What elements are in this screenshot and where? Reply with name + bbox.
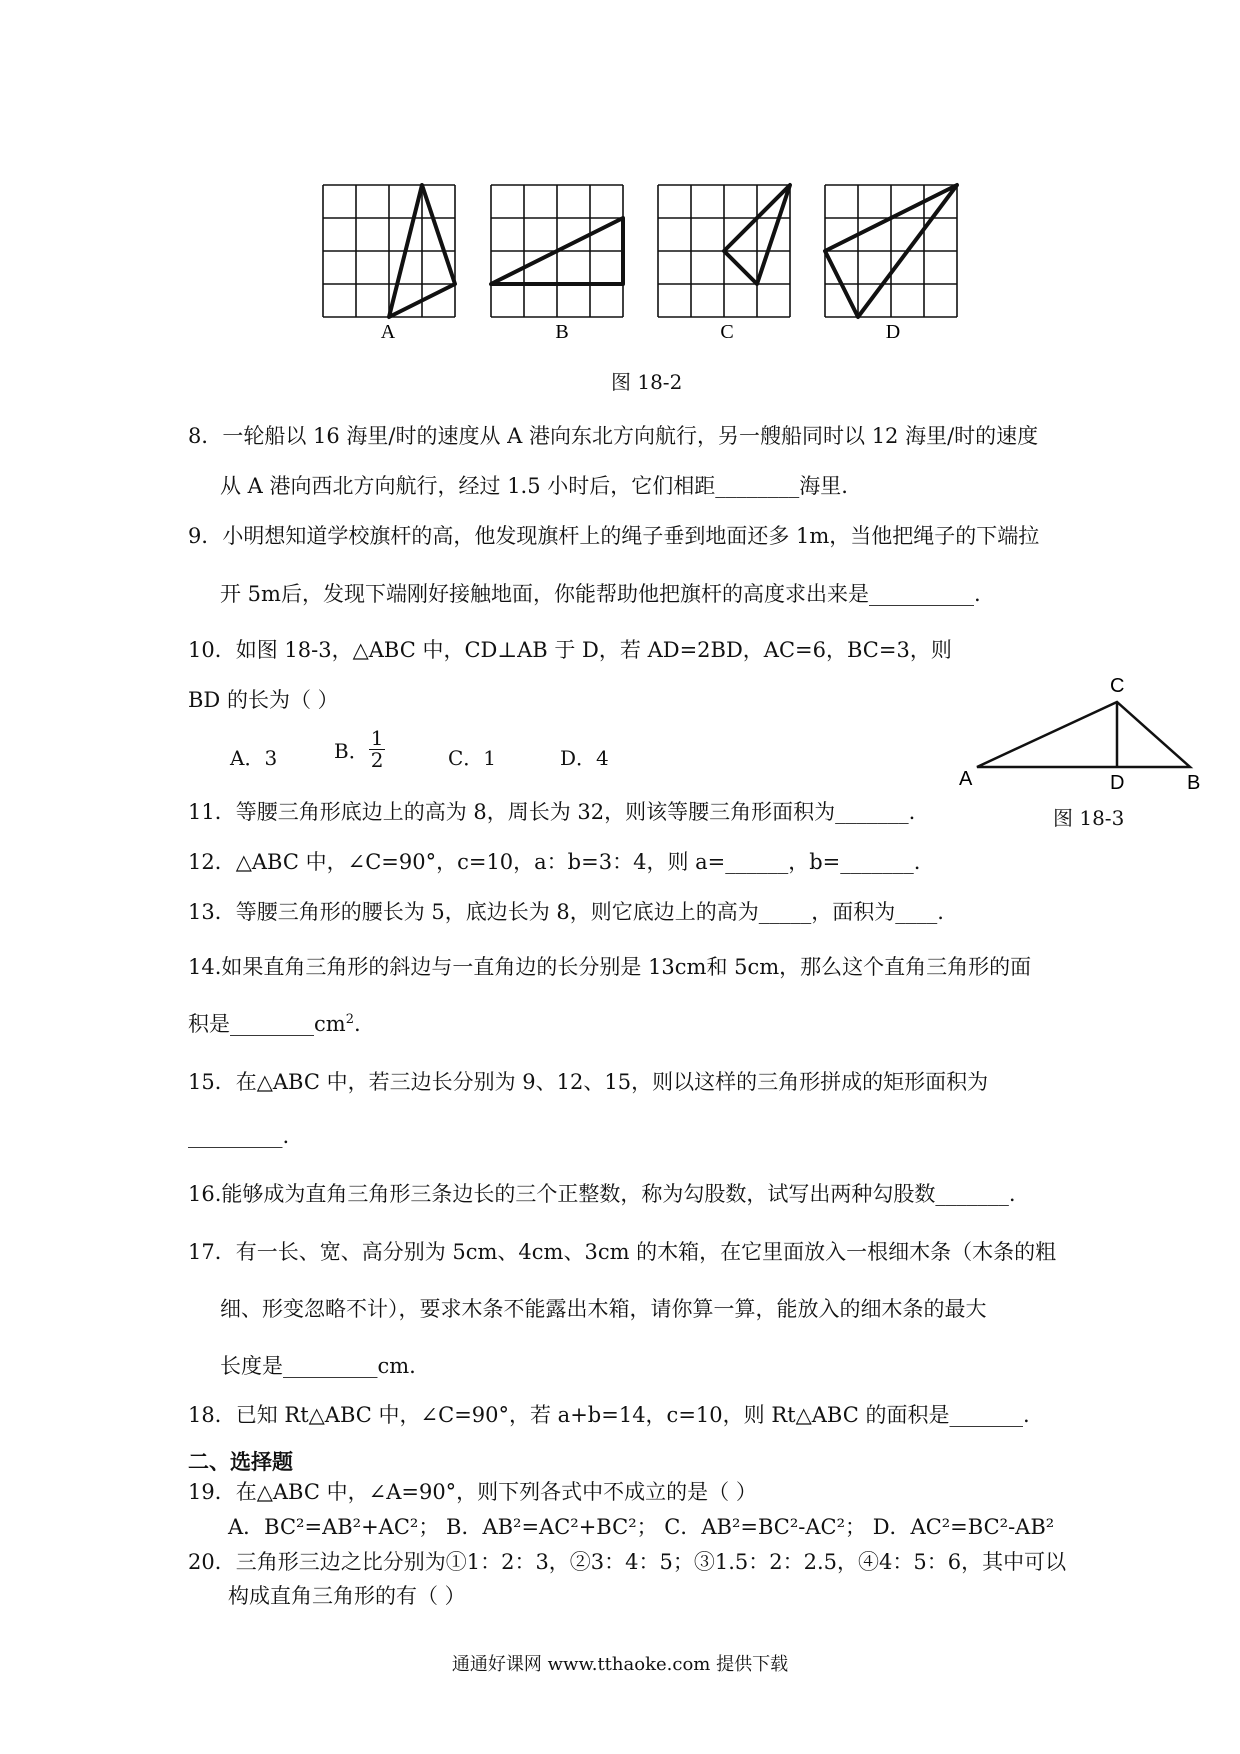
- question-14-line-2: [188, 1012, 361, 1037]
- question-10-line-1: 10．如图 18-3，△ABC 中，CD⊥AB 于 D，若 AD=2BD，AC=6，BC=3，则: [188, 638, 952, 662]
- grid-label-b: B: [555, 321, 569, 343]
- question-20-line-2: 构成直角三角形的有（ ）: [228, 1584, 466, 1608]
- option-b-label: B．: [334, 739, 369, 763]
- figure-18-2-caption: 图 18-2: [611, 370, 683, 394]
- vertex-label-b: B: [1187, 772, 1201, 794]
- vertex-label-c: C: [1110, 675, 1125, 697]
- question-16: 16.能够成为直角三角形三条边长的三个正整数，称为勾股数，试写出两种勾股数_______.: [188, 1182, 1016, 1206]
- question-10-option-b: [334, 728, 385, 771]
- grid-d: [825, 185, 957, 317]
- question-15-line-1: 15．在△ABC 中，若三边长分别为 9、12、15，则以这样的三角形拼成的矩形面积为: [188, 1070, 989, 1094]
- question-18: 18．已知 Rt△ABC 中，∠C=90°，若 a+b=14，c=10，则 Rt△ABC 的面积是_______.: [188, 1403, 1030, 1427]
- question-10-option-d: D．4: [560, 746, 609, 770]
- grid-label-a: A: [380, 321, 396, 343]
- figure-18-2: [0, 0, 1240, 400]
- fraction-numerator: 1: [370, 726, 384, 750]
- grid-a: [323, 185, 455, 317]
- grid-label-c: C: [720, 321, 734, 343]
- figure-18-3-caption: 图 18-3: [1053, 806, 1125, 830]
- question-13: 13．等腰三角形的腰长为 5，底边长为 8，则它底边上的高为_____，面积为____.: [188, 900, 944, 924]
- question-9-line-2: 开 5m后，发现下端刚好接触地面，你能帮助他把旗杆的高度求出来是__________.: [220, 582, 981, 606]
- page-footer: 通通好课网 www.tthaoke.com 提供下载: [451, 1654, 789, 1675]
- question-17-line-3: 长度是_________cm.: [220, 1354, 416, 1378]
- question-19-options: A．BC²=AB²+AC²； B．AB²=AC²+BC²； C．AB²=BC²-AC²； D．AC²=BC²-AB²: [228, 1515, 1055, 1539]
- question-15-line-2: _________.: [188, 1124, 290, 1148]
- section-heading-multiple-choice: 二、选择题: [188, 1450, 293, 1474]
- question-14-text: 积是________cm: [188, 1012, 346, 1036]
- fraction-denominator: 2: [370, 748, 384, 772]
- question-8-line-2: 从 A 港向西北方向航行，经过 1.5 小时后，它们相距________海里.: [220, 474, 848, 498]
- question-10-option-a: A．3: [230, 746, 278, 770]
- question-10-line-2: BD 的长为（ ）: [188, 688, 339, 712]
- figure-18-3: [950, 665, 1210, 795]
- question-14-period: .: [353, 1012, 361, 1036]
- question-19: 19．在△ABC 中，∠A=90°，则下列各式中不成立的是（ ）: [188, 1480, 757, 1504]
- grid-layer: [323, 185, 957, 317]
- question-10-option-c: C．1: [448, 746, 497, 770]
- grid-b: [491, 185, 623, 317]
- question-20-line-1: 20．三角形三边之比分别为①1：2：3，②3：4：5；③1.5：2：2.5，④4：5：6，其中可以: [188, 1550, 1067, 1574]
- vertex-label-a: A: [959, 768, 973, 790]
- question-8-line-1: 8．一轮船以 16 海里/时的速度从 A 港向东北方向航行，另一艘船同时以 12 海里/时的速度: [188, 424, 1039, 448]
- question-14-line-1: 14.如果直角三角形的斜边与一直角边的长分别是 13cm和 5cm，那么这个直角三角形的面: [188, 955, 1032, 979]
- question-9-line-1: 9．小明想知道学校旗杆的高，他发现旗杆上的绳子垂到地面还多 1m，当他把绳子的下端拉: [188, 524, 1040, 548]
- fraction-one-half: [369, 728, 386, 771]
- grid-c: [658, 185, 790, 317]
- vertex-label-d: D: [1110, 772, 1125, 794]
- square-exponent: 2: [345, 1012, 354, 1027]
- question-17-line-2: 细、形变忽略不计），要求木条不能露出木箱，请你算一算，能放入的细木条的最大: [220, 1297, 987, 1321]
- triangle-abc: [977, 702, 1190, 767]
- question-11: 11．等腰三角形底边上的高为 8，周长为 32，则该等腰三角形面积为_______.: [188, 800, 916, 824]
- question-17-line-1: 17．有一长、宽、高分别为 5cm、4cm、3cm 的木箱，在它里面放入一根细木条（木条的粗: [188, 1240, 1057, 1264]
- grid-label-d: D: [885, 321, 901, 343]
- question-12: 12．△ABC 中，∠C=90°，c=10，a：b=3：4，则 a=______，b=_______.: [188, 850, 921, 874]
